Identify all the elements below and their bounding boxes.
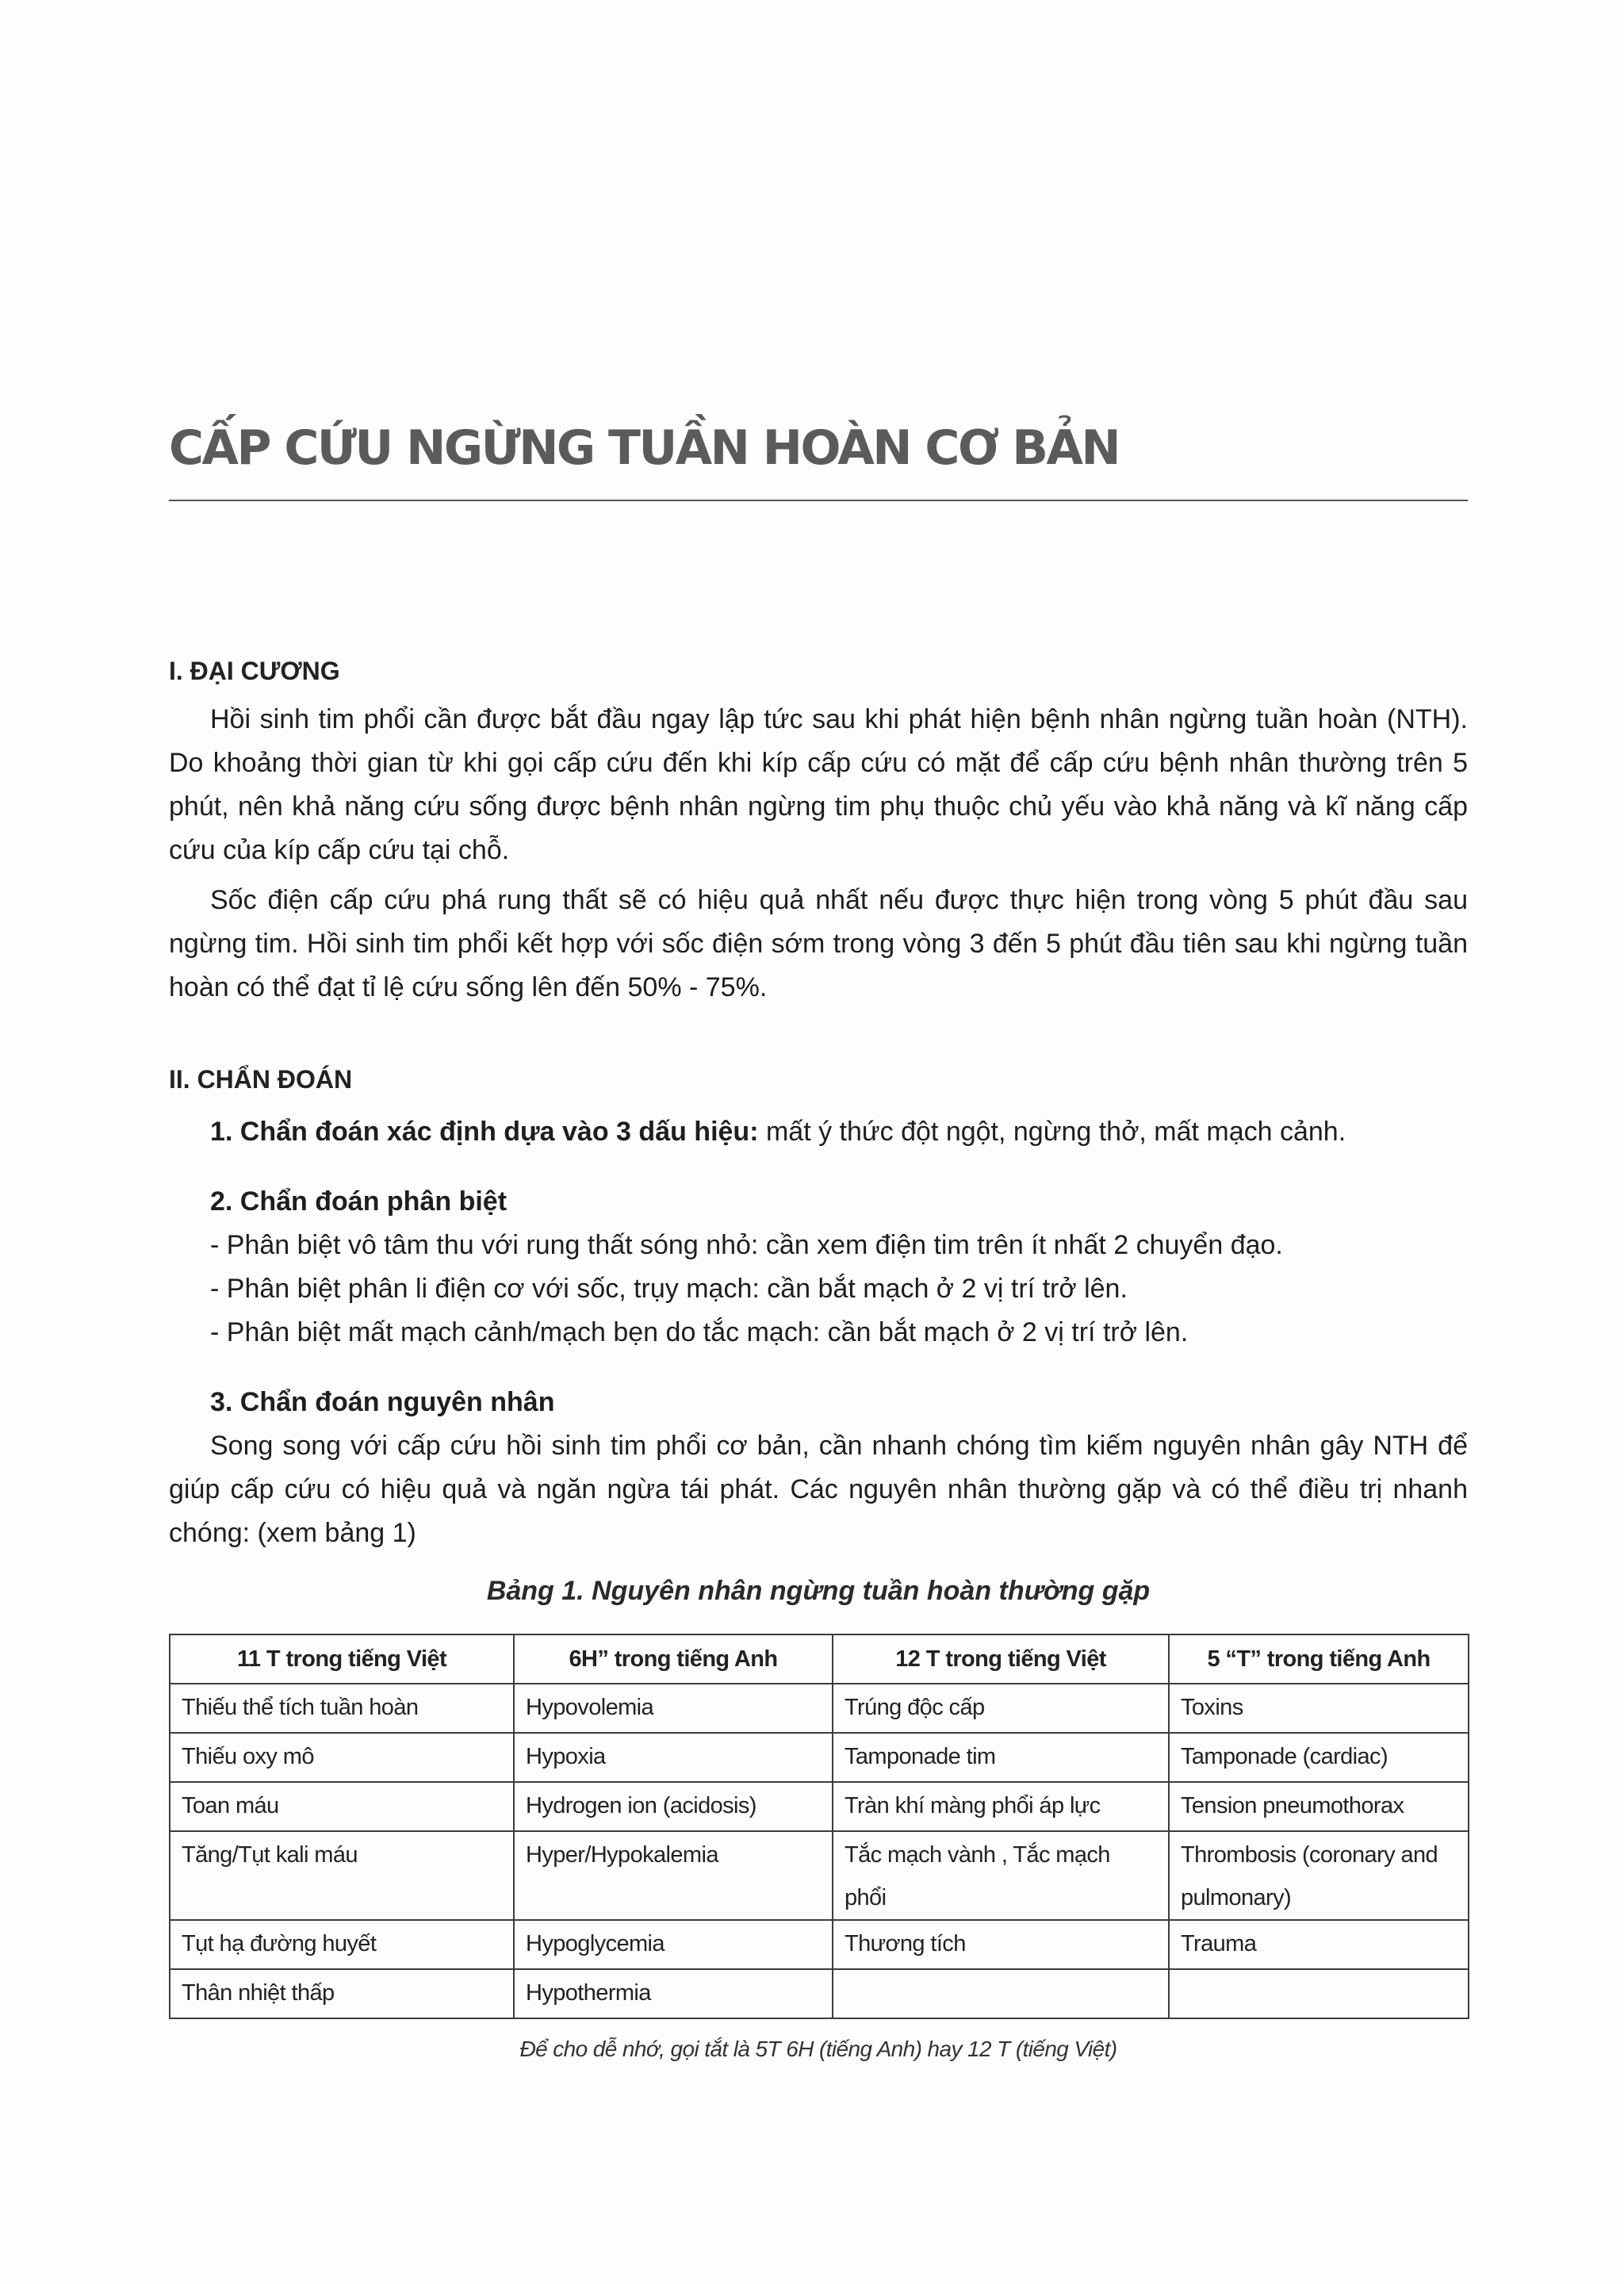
diagnosis-differential-heading: 2. Chẩn đoán phân biệt (210, 1186, 508, 1217)
table-header-row (170, 1634, 1469, 1684)
column-header: 5 “T” trong tiếng Anh (1169, 1634, 1469, 1684)
diagnosis-definite (210, 1110, 1346, 1154)
table-cell: Hypovolemia (514, 1684, 833, 1733)
table-row (170, 1920, 1469, 1969)
paragraph-general-1: Hồi sinh tim phổi cần được bắt đầu ngay lập tức sau khi phát hiện bệnh nhân ngừng tuần hoàn (NTH). Do khoảng thời gian từ khi gọi cấp cứu đến khi kíp cấp cứu có mặt để cấp cứu bệnh nhân thường trên 5 phút, nên khả năng cứu sống được bệnh nhân ngừng tim phụ thuộc chủ yếu vào khả năng và kĩ năng cấp cứu của kíp cấp cứu tại chỗ. (169, 704, 1468, 865)
table-cell: Toxins (1169, 1684, 1469, 1733)
differential-line: - Phân biệt mất mạch cảnh/mạch bẹn do tắc mạch: cần bắt mạch ở 2 vị trí trở lên. (210, 1317, 1189, 1347)
table-cell: Tụt hạ đường huyết (170, 1920, 514, 1969)
differential-line: - Phân biệt vô tâm thu với rung thất sóng nhỏ: cần xem điện tim trên ít nhất 2 chuyển đạo. (210, 1230, 1283, 1260)
table-cell: Tension pneumothorax (1169, 1782, 1469, 1831)
table-cell: Hypothermia (514, 1969, 833, 2018)
table-cell: Hypoxia (514, 1733, 833, 1782)
section-heading-diagnosis: II. CHẨN ĐOÁN (169, 1065, 353, 1094)
table-cell: Thương tích (833, 1920, 1169, 1969)
diagnosis-definite-label: 1. Chẩn đoán xác định dựa vào 3 dấu hiệu: (210, 1117, 759, 1147)
table-row (170, 1684, 1469, 1733)
page-title: CẤP CỨU NGỪNG TUẦN HOÀN CƠ BẢN (169, 420, 1120, 476)
table-cell: Trúng độc cấp (833, 1684, 1169, 1733)
paragraph-general-2: Sốc điện cấp cứu phá rung thất sẽ có hiệu quả nhất nếu được thực hiện trong vòng 5 phút đầu sau ngừng tim. Hồi sinh tim phổi kết hợp với sốc điện sớm trong vòng 3 đến 5 phút đầu tiên sau khi ngừng tuần hoàn có thể đạt tỉ lệ cứu sống lên đến 50% - 75%. (169, 885, 1468, 1002)
section-heading-general: I. ĐẠI CƯƠNG (169, 657, 340, 685)
paragraph-cause: Song song với cấp cứu hồi sinh tim phổi cơ bản, cần nhanh chóng tìm kiếm nguyên nhân gây NTH để giúp cấp cứu có hiệu quả và ngăn ngừa tái phát. Các nguyên nhân thường gặp và có thể điều trị nhanh chóng: (xem bảng 1) (169, 1431, 1468, 1548)
table-cell: Tamponade tim (833, 1733, 1169, 1782)
title-divider (169, 500, 1468, 501)
diagnosis-definite-text: mất ý thức đột ngột, ngừng thở, mất mạch cảnh. (758, 1117, 1346, 1147)
table-cell: Tăng/Tụt kali máu (170, 1831, 514, 1920)
table-caption: Bảng 1. Nguyên nhân ngừng tuần hoàn thường gặp (486, 1576, 1151, 1606)
table-cell: Tràn khí màng phổi áp lực (833, 1782, 1169, 1831)
table-cell: Tắc mạch vành , Tắc mạch phổi (833, 1831, 1169, 1920)
table-row (170, 1969, 1469, 2018)
table-cell: Hypoglycemia (514, 1920, 833, 1969)
table-row (170, 1831, 1469, 1920)
table-cell: Thiếu thể tích tuần hoàn (170, 1684, 514, 1733)
table-note: Để cho dễ nhớ, gọi tắt là 5T 6H (tiếng Anh) hay 12 T (tiếng Việt) (519, 2037, 1117, 2061)
causes-table (169, 1634, 1469, 2019)
table-row (170, 1782, 1469, 1831)
table-cell (1169, 1969, 1469, 2018)
table-cell: Thrombosis (coronary and pulmonary) (1169, 1831, 1469, 1920)
table-cell: Thân nhiệt thấp (170, 1969, 514, 2018)
column-header: 12 T trong tiếng Việt (833, 1634, 1169, 1684)
table-cell: Hydrogen ion (acidosis) (514, 1782, 833, 1831)
table-row (170, 1733, 1469, 1782)
column-header: 11 T trong tiếng Việt (170, 1634, 514, 1684)
table-cell: Hyper/Hypokalemia (514, 1831, 833, 1920)
table-cell: Tamponade (cardiac) (1169, 1733, 1469, 1782)
differential-line: - Phân biệt phân li điện cơ với sốc, trụy mạch: cần bắt mạch ở 2 vị trí trở lên. (210, 1274, 1128, 1304)
table-cell (833, 1969, 1169, 2018)
table-cell: Toan máu (170, 1782, 514, 1831)
table-cell: Trauma (1169, 1920, 1469, 1969)
table-cell: Thiếu oxy mô (170, 1733, 514, 1782)
diagnosis-cause-heading: 3. Chẩn đoán nguyên nhân (210, 1387, 555, 1417)
column-header: 6H” trong tiếng Anh (514, 1634, 833, 1684)
